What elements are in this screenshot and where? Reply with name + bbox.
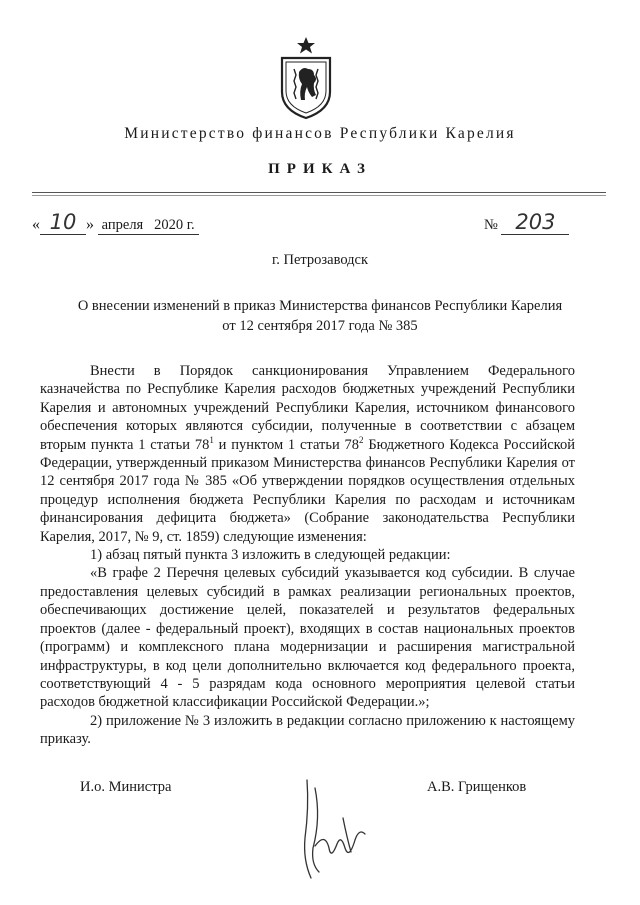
order-date: « 10 » апреля 2020 г. (32, 210, 199, 235)
order-day: 10 (40, 210, 86, 235)
order-subject (40, 296, 600, 336)
item-2: 2) приложение № 3 изложить в редакции согласно приложению к настоящему приказу. (40, 712, 575, 748)
signatory-title: И.о. Министра (80, 779, 172, 795)
subject-line-2: от 12 сентября 2017 года № 385 (222, 318, 418, 334)
order-body (40, 362, 575, 749)
ministry-name: Министерство финансов Республики Карелия (124, 125, 516, 142)
header-divider-secondary (32, 195, 606, 196)
handwritten-signature (285, 768, 375, 888)
item-1: 1) абзац пятый пункта 3 изложить в следующей редакции: (90, 547, 451, 564)
quoted-text: «В графе 2 Перечня целевых субсидий указывается код субсидии. В случае предоставления целевых субсидий в рамках реализации региональных проектов, обеспечивающих достижение целей, показателей и результатов федеральных проектов (далее - федеральный проект), входящих в состав национальных проектов (программ) и комплексного плана модернизации и расширения магистральной инфраструктуры, в код цели дополнительно включается код федерального проекта, соответствующий 4 - 5 разрядам кода основного мероприятия целевой статьи расходов бюджетной классификации Российской Федерации.»; (40, 565, 575, 711)
document-type: ПРИКАЗ (268, 161, 372, 177)
header-divider (32, 192, 606, 193)
subject-line-1: О внесении изменений в приказ Министерства финансов Республики Карелия (77, 298, 563, 314)
intro-paragraph: Внести в Порядок санкционирования Управлением Федерального казначейства по Республике Карелия расходов бюджетных учреждений Республики Карелия и автономных учреждений Республики Карелия, источником финансового обеспечения которых являются субсидии, полученные в соответствии с абзацем вторым пункта 1 статьи $78^1$ и пунктом 1 статьи $78^2$ Бюджетного Кодекса Российской Федерации, утвержденный приказом Министерства финансов Республики Карелия от 12 сентября 2017 года № 385 «Об утверждении порядков осуществления отдельных процедур исполнения бюджета Республики Карелия по расходам и источникам финансирования дефицита бюджета» (Собрание законодательства Республики Карелия, 2017, № 9, ст. 1859) следующие изменения: (40, 363, 575, 545)
signatory-name: А.В. Грищенков (427, 779, 527, 795)
order-month-year: апреля 2020 г. (98, 217, 199, 235)
city: г. Петрозаводск (271, 252, 369, 268)
order-number-field (484, 210, 569, 235)
order-number: 203 (501, 210, 569, 235)
number-label: № (484, 217, 498, 233)
coat-of-arms-icon (274, 36, 338, 120)
